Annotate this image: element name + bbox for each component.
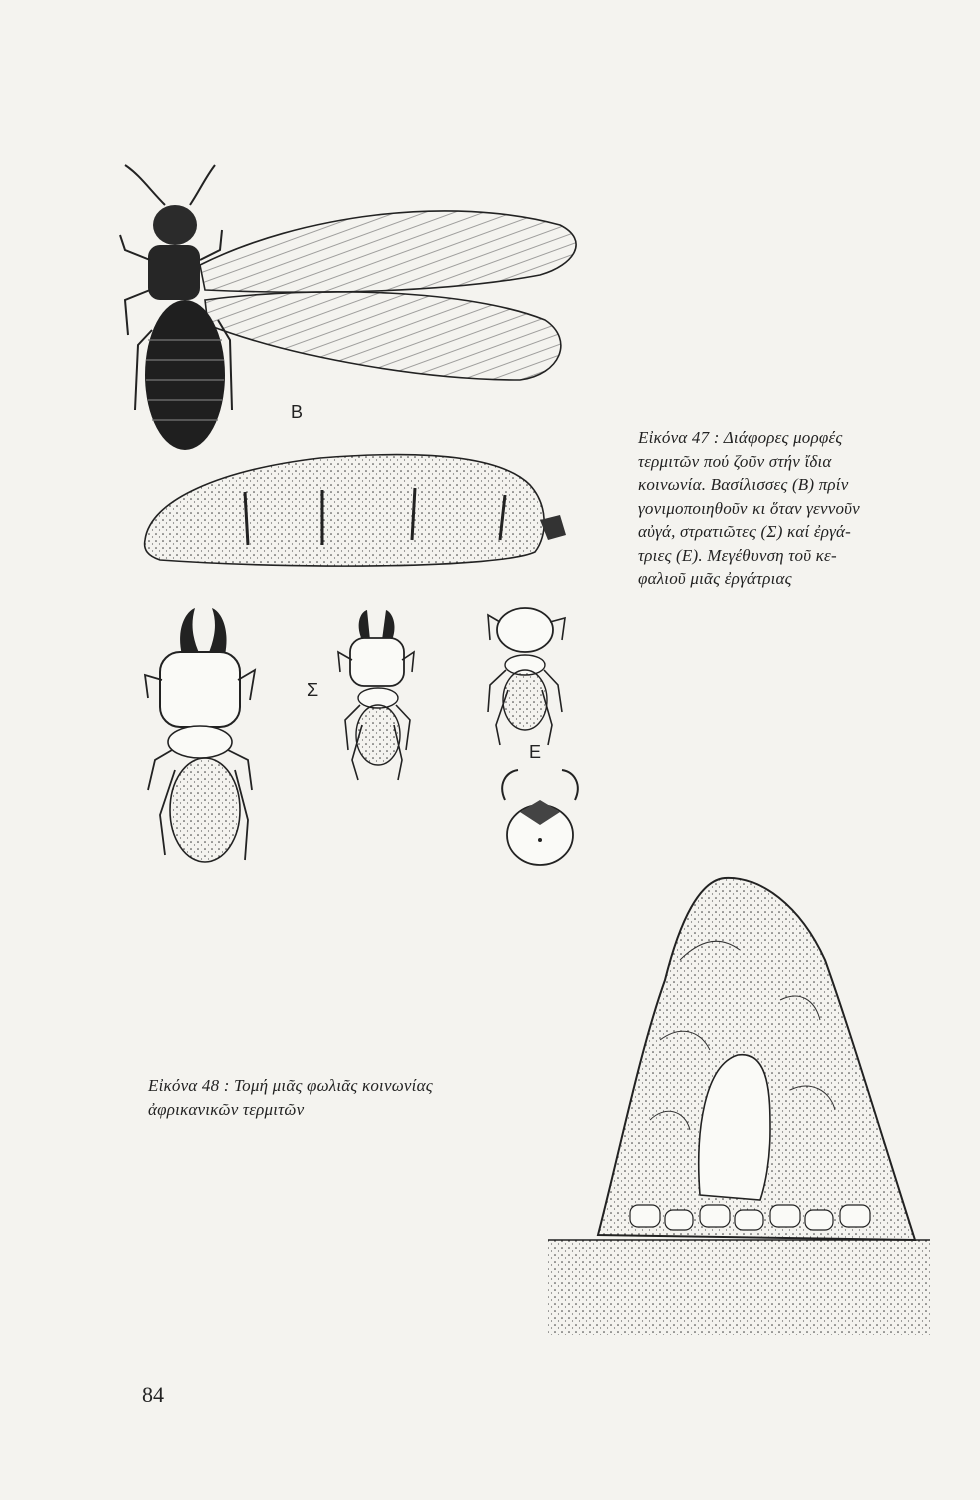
- worker-abdomen: [503, 670, 547, 730]
- page-number: 84: [142, 1382, 164, 1407]
- soldier-abdomen: [170, 758, 240, 862]
- soldier-mandible: [208, 608, 227, 655]
- figure-48-caption: Εἰκόνα 48 : Τομή μιᾶς φωλιᾶς κοινωνίας ἀφρικανικῶν τερμιτῶν: [148, 1076, 433, 1119]
- small-soldier-illustration: [338, 610, 414, 780]
- queen-antenna: [190, 165, 215, 205]
- queen-head: [153, 205, 197, 245]
- small-soldier-head: [350, 638, 404, 686]
- figure-47-caption: Εἰκόνα 47 : Διάφορες μορφές τερμιτῶν πού ζοῦν στήν ἴδια κοινωνία. Βασίλισσες (B) πρίν γονιμοποιηθοῦν κι ὅταν γεννοῦν αὐγά, στρατιῶτες (Σ) καί ἐργά- τριες (E). Μεγέθυνση τοῦ κε- φαλιοῦ μιᾶς ἐργάτριας: [638, 428, 860, 588]
- figure-label-queen: B: [291, 402, 304, 422]
- upper-wing: [200, 211, 576, 292]
- soldier-head: [160, 652, 240, 727]
- figure-label-soldier: Σ: [307, 680, 319, 700]
- soldier-thorax: [168, 726, 232, 758]
- figure-label-worker: E: [529, 742, 542, 762]
- queen-antenna: [125, 165, 165, 205]
- ground-soil: [548, 1240, 930, 1335]
- worker-head: [497, 608, 553, 652]
- worker-illustration: [488, 608, 565, 745]
- termite-mound-section: [548, 878, 930, 1335]
- soldier-mandible: [180, 608, 200, 655]
- queen-swollen-abdomen: [145, 455, 545, 567]
- queen-thorax: [148, 245, 200, 300]
- lower-wing: [205, 292, 561, 380]
- large-soldier-illustration: [145, 608, 255, 862]
- egg-laying-queen-illustration: [145, 455, 566, 567]
- queen-abdomen: [145, 300, 225, 450]
- winged-queen-illustration: [120, 165, 576, 450]
- small-soldier-abdomen: [356, 705, 400, 765]
- worker-head-magnified: [502, 770, 578, 865]
